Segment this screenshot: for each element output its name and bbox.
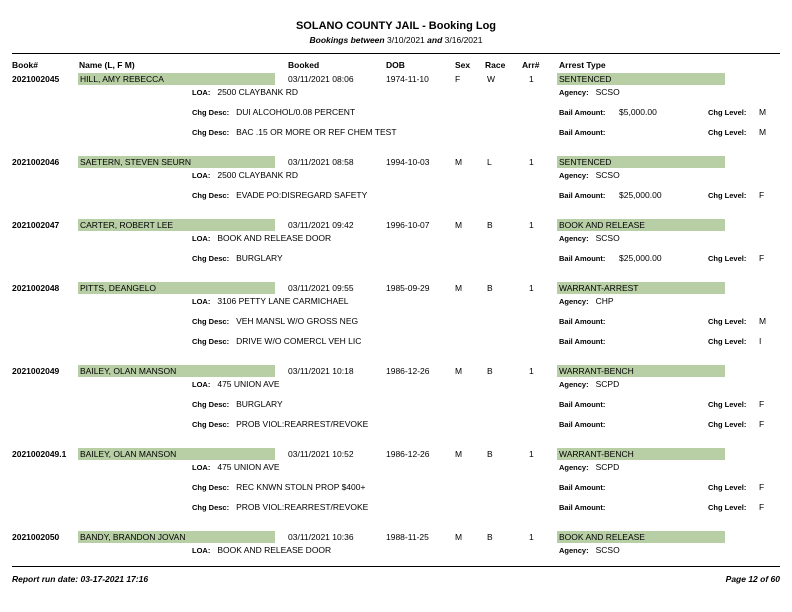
arrest-type: SENTENCED (559, 74, 612, 84)
agency-label: Agency: (559, 234, 589, 243)
charge-description (192, 127, 397, 137)
booking-number: 2021002047 (12, 220, 60, 230)
charge-description (192, 253, 283, 263)
charge-level: F (759, 482, 765, 492)
inmate-name: BAILEY, OLAN MANSON (80, 366, 177, 376)
bail-amount-label-cell (559, 336, 605, 346)
arresting-agency (559, 379, 619, 389)
bail-amount-label-cell (559, 419, 605, 429)
col-header-dob: DOB (386, 60, 405, 70)
arrest-type: SENTENCED (559, 157, 612, 167)
arresting-agency-value: SCSO (595, 545, 620, 555)
charge-level-label-cell (708, 399, 746, 409)
charge-description-value: DRIVE W/O COMERCL VEH LIC (236, 336, 362, 346)
arrest-type-highlight (557, 531, 725, 543)
col-header-book: Book# (12, 60, 38, 70)
charge-description-value: BAC .15 OR MORE OR REF CHEM TEST (236, 127, 397, 137)
arresting-agency (559, 87, 620, 97)
agency-label: Agency: (559, 463, 589, 472)
name-highlight (78, 219, 275, 231)
charge-description-value: PROB VIOL:REARREST/REVOKE (236, 502, 369, 512)
sex: M (455, 157, 463, 167)
loa-label: LOA: (192, 88, 211, 97)
agency-label: Agency: (559, 171, 589, 180)
arrest-count: 1 (529, 157, 534, 167)
bail-amount-label: Bail Amount: (559, 420, 606, 429)
charge-description (192, 482, 365, 492)
charge-description (192, 316, 358, 326)
charge-description (192, 107, 355, 117)
chg-desc-label: Chg Desc: (192, 191, 230, 200)
booking-number: 2021002049 (12, 366, 60, 376)
charge-level-label-cell (708, 127, 746, 137)
charge-description (192, 190, 367, 200)
bail-amount-label: Bail Amount: (559, 503, 606, 512)
booking-number: 2021002050 (12, 532, 60, 542)
arresting-agency (559, 462, 619, 472)
bail-amount-label: Bail Amount: (559, 254, 606, 263)
location-of-arrest-value: BOOK AND RELEASE DOOR (217, 545, 332, 555)
race: B (487, 449, 493, 459)
charge-description-value: BURGLARY (236, 253, 283, 263)
loa-label: LOA: (192, 171, 211, 180)
chg-desc-label: Chg Desc: (192, 400, 230, 409)
booked-datetime: 03/11/2021 10:36 (288, 532, 354, 542)
chg-desc-label: Chg Desc: (192, 128, 230, 137)
charge-level: M (759, 316, 767, 326)
bail-amount-label: Bail Amount: (559, 317, 606, 326)
location-of-arrest (192, 462, 280, 472)
loa-label: LOA: (192, 297, 211, 306)
loa-label: LOA: (192, 234, 211, 243)
date-of-birth: 1985-09-29 (386, 283, 430, 293)
booking-number: 2021002045 (12, 74, 60, 84)
inmate-name: PITTS, DEANGELO (80, 283, 157, 293)
arrest-type-highlight (557, 219, 725, 231)
arresting-agency (559, 545, 620, 555)
location-of-arrest-value: 475 UNION AVE (217, 462, 280, 472)
bail-amount: $25,000.00 (619, 253, 662, 263)
booking-number: 2021002046 (12, 157, 60, 167)
name-highlight (78, 73, 275, 85)
arresting-agency-value: SCSO (595, 170, 620, 180)
col-header-arrest-type: Arrest Type (559, 60, 606, 70)
subtitle-prefix: Bookings between (309, 35, 385, 45)
chg-level-label: Chg Level: (708, 128, 747, 137)
chg-level-label: Chg Level: (708, 503, 747, 512)
agency-label: Agency: (559, 297, 589, 306)
bail-amount-label-cell (559, 107, 605, 117)
chg-level-label: Chg Level: (708, 400, 747, 409)
sex: M (455, 283, 463, 293)
sex: F (455, 74, 461, 84)
date-of-birth: 1974-11-10 (386, 74, 429, 84)
bail-amount: $5,000.00 (619, 107, 657, 117)
arresting-agency-value: CHP (595, 296, 614, 306)
name-highlight (78, 531, 275, 543)
sex: M (455, 449, 463, 459)
col-header-race: Race (485, 60, 506, 70)
arresting-agency-value: SCSO (595, 233, 620, 243)
charge-description (192, 502, 368, 512)
date-of-birth: 1996-10-07 (386, 220, 430, 230)
arresting-agency (559, 296, 614, 306)
arrest-type: WARRANT-BENCH (559, 366, 634, 376)
arrest-type: BOOK AND RELEASE (559, 532, 645, 542)
booking-number: 2021002049.1 (12, 449, 67, 459)
arresting-agency-value: SCSO (595, 87, 620, 97)
location-of-arrest (192, 233, 331, 243)
sex: M (455, 532, 463, 542)
chg-desc-label: Chg Desc: (192, 108, 230, 117)
bail-amount-label: Bail Amount: (559, 191, 606, 200)
chg-level-label: Chg Level: (708, 191, 747, 200)
chg-desc-label: Chg Desc: (192, 483, 230, 492)
location-of-arrest (192, 545, 331, 555)
name-highlight (78, 156, 275, 168)
booked-datetime: 03/11/2021 08:58 (288, 157, 354, 167)
booked-datetime: 03/11/2021 09:55 (288, 283, 354, 293)
race: W (487, 74, 496, 84)
location-of-arrest (192, 379, 280, 389)
arrest-type: BOOK AND RELEASE (559, 220, 645, 230)
agency-label: Agency: (559, 380, 589, 389)
end-date: 3/16/2021 (444, 35, 483, 45)
start-date: 3/10/2021 (386, 35, 425, 45)
charge-level-label-cell (708, 419, 746, 429)
report-run-date: Report run date: 03-17-2021 17:16 (12, 574, 149, 584)
inmate-name: BAILEY, OLAN MANSON (80, 449, 177, 459)
arresting-agency-value: SCPD (595, 379, 620, 389)
charge-level-label-cell (708, 336, 746, 346)
arrest-count: 1 (529, 74, 534, 84)
arrest-count: 1 (529, 532, 534, 542)
col-header-arr: Arr# (522, 60, 540, 70)
location-of-arrest (192, 170, 298, 180)
charge-level-label-cell (708, 190, 746, 200)
booked-datetime: 03/11/2021 08:06 (288, 74, 354, 84)
charge-level-label-cell (708, 253, 746, 263)
location-of-arrest-value: 475 UNION AVE (217, 379, 280, 389)
chg-desc-label: Chg Desc: (192, 503, 230, 512)
charge-level: F (759, 399, 765, 409)
charge-description-value: EVADE PO:DISREGARD SAFETY (236, 190, 368, 200)
charge-description-value: PROB VIOL:REARREST/REVOKE (236, 419, 369, 429)
location-of-arrest (192, 87, 298, 97)
chg-desc-label: Chg Desc: (192, 254, 230, 263)
chg-level-label: Chg Level: (708, 420, 747, 429)
bail-amount-label-cell (559, 482, 605, 492)
name-highlight (78, 365, 275, 377)
booked-datetime: 03/11/2021 10:18 (288, 366, 354, 376)
charge-description (192, 336, 361, 346)
charge-level: M (759, 127, 767, 137)
loa-label: LOA: (192, 546, 211, 555)
chg-desc-label: Chg Desc: (192, 317, 230, 326)
bail-amount-label-cell (559, 399, 605, 409)
bail-amount-label: Bail Amount: (559, 128, 606, 137)
charge-description-value: DUI ALCOHOL/0.08 PERCENT (236, 107, 356, 117)
charge-description-value: VEH MANSL W/O GROSS NEG (236, 316, 359, 326)
bail-amount-label: Bail Amount: (559, 400, 606, 409)
arrest-type: WARRANT-BENCH (559, 449, 634, 459)
charge-level: F (759, 419, 765, 429)
chg-desc-label: Chg Desc: (192, 337, 230, 346)
chg-desc-label: Chg Desc: (192, 420, 230, 429)
col-header-name: Name (L, F M) (79, 60, 135, 70)
location-of-arrest-value: 2500 CLAYBANK RD (217, 87, 298, 97)
inmate-name: SAETERN, STEVEN SEURN (80, 157, 191, 167)
arrest-type-highlight (557, 156, 725, 168)
bail-amount-label-cell (559, 502, 605, 512)
bail-amount-label-cell (559, 127, 605, 137)
charge-level-label-cell (708, 502, 746, 512)
arrest-type-highlight (557, 282, 725, 294)
loa-label: LOA: (192, 463, 211, 472)
charge-level-label-cell (708, 316, 746, 326)
loa-label: LOA: (192, 380, 211, 389)
bail-amount-label-cell (559, 316, 605, 326)
arrest-type-highlight (557, 365, 725, 377)
arresting-agency-value: SCPD (595, 462, 620, 472)
charge-level: F (759, 502, 765, 512)
page-number: Page 12 of 60 (725, 574, 780, 584)
col-header-sex: Sex (455, 60, 471, 70)
charge-level: I (759, 336, 762, 346)
race: B (487, 220, 493, 230)
charge-level-label-cell (708, 482, 746, 492)
inmate-name: HILL, AMY REBECCA (80, 74, 164, 84)
bail-amount-label: Bail Amount: (559, 483, 606, 492)
race: B (487, 532, 493, 542)
subtitle-and: and (427, 35, 443, 45)
chg-level-label: Chg Level: (708, 483, 747, 492)
arrest-type-highlight (557, 73, 725, 85)
charge-description (192, 419, 368, 429)
date-of-birth: 1986-12-26 (386, 366, 430, 376)
charge-level: F (759, 253, 765, 263)
race: B (487, 366, 493, 376)
charge-description-value: BURGLARY (236, 399, 283, 409)
sex: M (455, 366, 463, 376)
arrest-count: 1 (529, 220, 534, 230)
footer-divider (12, 566, 780, 567)
arrest-type: WARRANT-ARREST (559, 283, 639, 293)
inmate-name: BANDY, BRANDON JOVAN (80, 532, 186, 542)
bail-amount-label-cell (559, 190, 605, 200)
agency-label: Agency: (559, 546, 589, 555)
arrest-type-highlight (557, 448, 725, 460)
chg-level-label: Chg Level: (708, 254, 747, 263)
date-of-birth: 1994-10-03 (386, 157, 430, 167)
date-of-birth: 1988-11-25 (386, 532, 429, 542)
chg-level-label: Chg Level: (708, 337, 747, 346)
chg-level-label: Chg Level: (708, 108, 747, 117)
booked-datetime: 03/11/2021 10:52 (288, 449, 354, 459)
location-of-arrest-value: BOOK AND RELEASE DOOR (217, 233, 332, 243)
charge-level: M (759, 107, 767, 117)
chg-level-label: Chg Level: (708, 317, 747, 326)
charge-level: F (759, 190, 765, 200)
charge-description-value: REC KNWN STOLN PROP $400+ (236, 482, 366, 492)
name-highlight (78, 282, 275, 294)
bail-amount-label: Bail Amount: (559, 337, 606, 346)
charge-level-label-cell (708, 107, 746, 117)
name-highlight (78, 448, 275, 460)
arrest-count: 1 (529, 283, 534, 293)
charge-description (192, 399, 283, 409)
date-of-birth: 1986-12-26 (386, 449, 430, 459)
header-divider (12, 53, 780, 54)
report-subtitle (0, 35, 792, 45)
bail-amount-label: Bail Amount: (559, 108, 606, 117)
arrest-count: 1 (529, 366, 534, 376)
race: B (487, 283, 493, 293)
bail-amount: $25,000.00 (619, 190, 662, 200)
agency-label: Agency: (559, 88, 589, 97)
sex: M (455, 220, 463, 230)
booking-number: 2021002048 (12, 283, 60, 293)
arresting-agency (559, 170, 620, 180)
location-of-arrest-value: 2500 CLAYBANK RD (217, 170, 298, 180)
location-of-arrest (192, 296, 349, 306)
booked-datetime: 03/11/2021 09:42 (288, 220, 354, 230)
inmate-name: CARTER, ROBERT LEE (80, 220, 174, 230)
report-title: SOLANO COUNTY JAIL - Booking Log (295, 20, 497, 32)
bail-amount-label-cell (559, 253, 605, 263)
arresting-agency (559, 233, 620, 243)
col-header-booked: Booked (288, 60, 320, 70)
location-of-arrest-value: 3106 PETTY LANE CARMICHAEL (217, 296, 349, 306)
race: L (487, 157, 492, 167)
arrest-count: 1 (529, 449, 534, 459)
